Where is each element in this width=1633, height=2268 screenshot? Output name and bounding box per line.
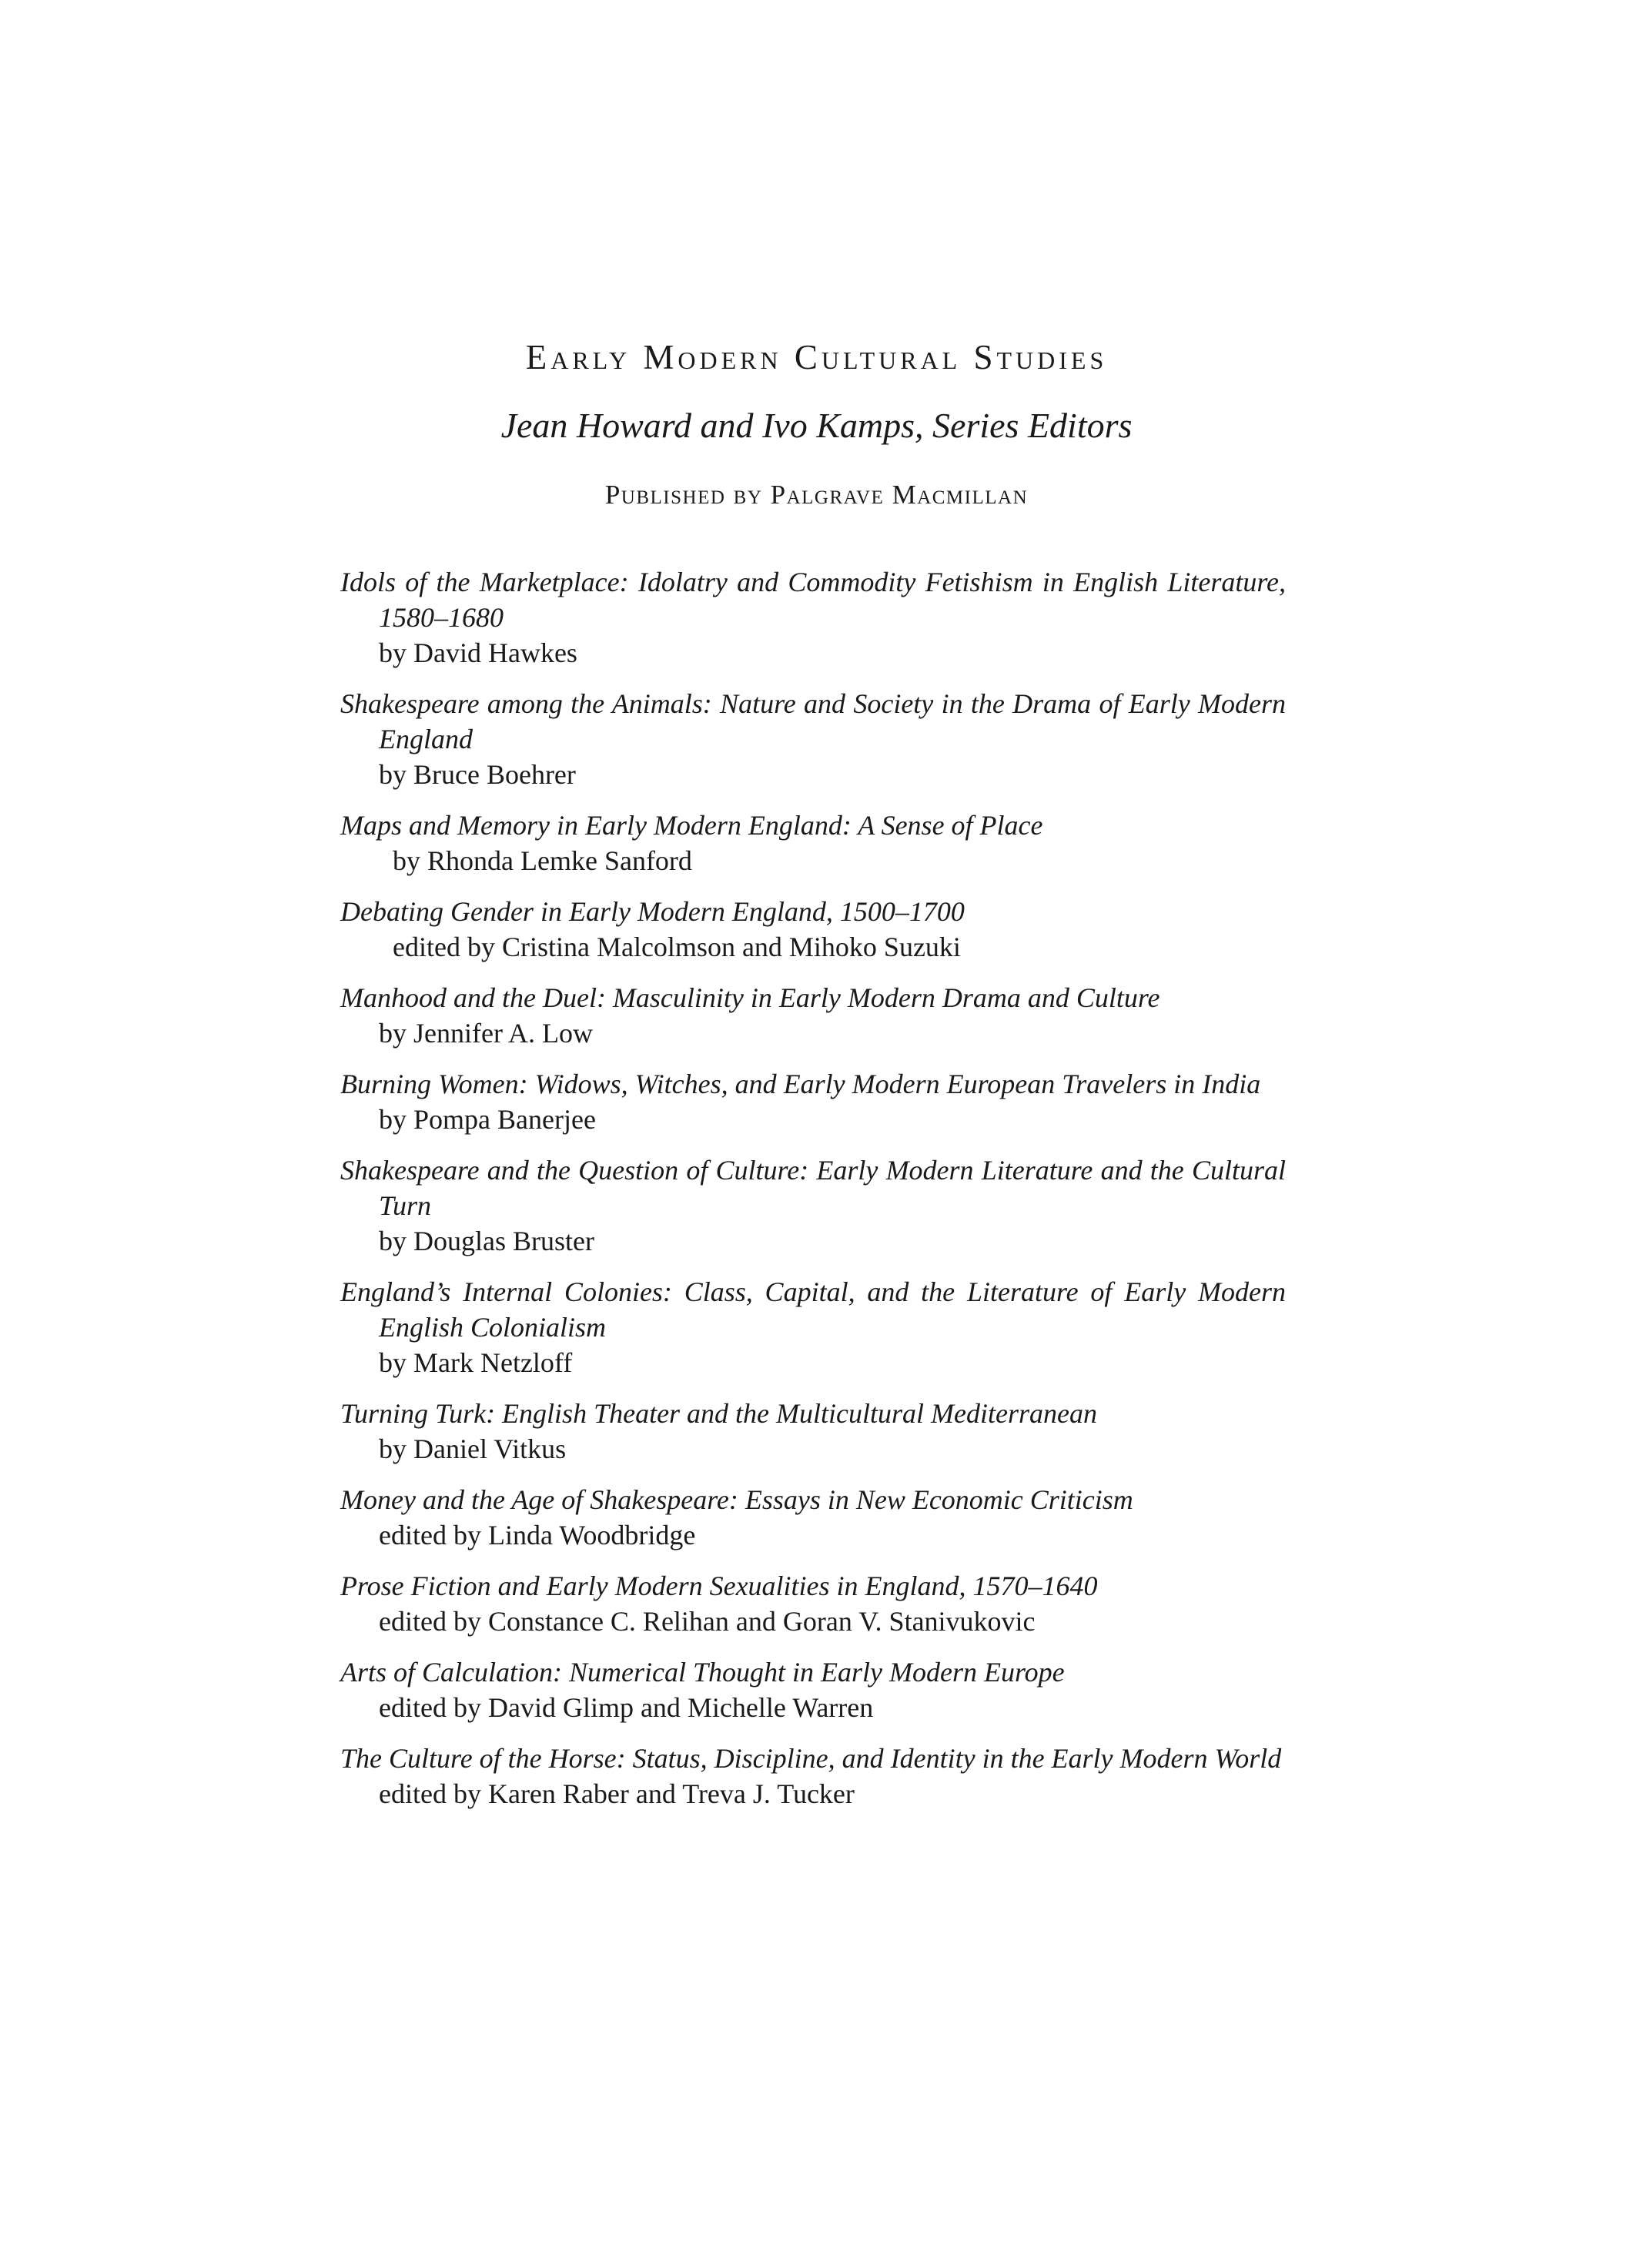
book-credit: edited by Constance C. Relihan and Goran V. Stanivukovic (379, 1606, 1036, 1637)
book-entry (340, 686, 1286, 792)
book-entry (340, 1482, 1286, 1553)
book-title: Burning Women: Widows, Witches, and Early Modern European Travelers in India (340, 1069, 1261, 1099)
book-entry (340, 1568, 1286, 1639)
book-title: Manhood and the Duel: Masculinity in Early Modern Drama and Culture (340, 982, 1160, 1013)
book-credit: by Daniel Vitkus (379, 1433, 567, 1464)
book-credit: edited by Linda Woodbridge (379, 1520, 696, 1550)
book-title: The Culture of the Horse: Status, Discipline, and Identity in the Early Modern World (340, 1743, 1282, 1774)
series-editors: Jean Howard and Ivo Kamps, Series Editors (500, 406, 1133, 445)
book-entry (340, 808, 1286, 878)
book-title: Money and the Age of Shakespeare: Essays in New Economic Criticism (340, 1484, 1133, 1515)
book-credit: by Mark Netzloff (379, 1347, 573, 1378)
book-list (340, 564, 1286, 1827)
book-entry (340, 980, 1286, 1051)
book-title: Shakespeare and the Question of Culture: Early Modern Literature and the Cultural Turn (340, 1155, 1286, 1221)
book-title: Prose Fiction and Early Modern Sexualities in England, 1570–1640 (340, 1571, 1098, 1601)
book-title: Shakespeare among the Animals: Nature and Society in the Drama of Early Modern England (340, 688, 1286, 754)
book-credit: by David Hawkes (379, 637, 577, 668)
book-title: Arts of Calculation: Numerical Thought in Early Modern Europe (340, 1657, 1065, 1688)
book-entry (340, 1152, 1286, 1259)
book-credit: by Jennifer A. Low (379, 1018, 593, 1049)
book-credit: edited by Karen Raber and Treva J. Tucker (379, 1778, 855, 1809)
book-title: Debating Gender in Early Modern England, 1500–1700 (340, 896, 965, 927)
book-credit: by Douglas Bruster (379, 1226, 594, 1256)
book-credit: by Rhonda Lemke Sanford (393, 845, 692, 876)
book-entry (340, 1066, 1286, 1137)
book-entry (340, 1654, 1286, 1725)
book-credit: by Pompa Banerjee (379, 1104, 596, 1135)
book-title: Turning Turk: English Theater and the Multicultural Mediterranean (340, 1398, 1097, 1429)
book-entry (340, 1741, 1286, 1811)
book-credit: by Bruce Boehrer (379, 759, 576, 790)
book-entry (340, 1396, 1286, 1467)
book-title: England’s Internal Colonies: Class, Capital, and the Literature of Early Modern English Colonialism (340, 1276, 1286, 1343)
book-title: Maps and Memory in Early Modern England: A Sense of Place (340, 810, 1043, 841)
book-credit: edited by David Glimp and Michelle Warren (379, 1692, 874, 1723)
book-entry (340, 564, 1286, 671)
series-title: Early Modern Cultural Studies (525, 338, 1108, 376)
book-credit: edited by Cristina Malcolmson and Mihoko Suzuki (393, 932, 961, 962)
series-publisher: Published by Palgrave Macmillan (604, 480, 1029, 510)
book-title: Idols of the Marketplace: Idolatry and Commodity Fetishism in English Literature, 1580–1680 (340, 567, 1286, 633)
book-entry (340, 1274, 1286, 1380)
book-entry (340, 894, 1286, 965)
